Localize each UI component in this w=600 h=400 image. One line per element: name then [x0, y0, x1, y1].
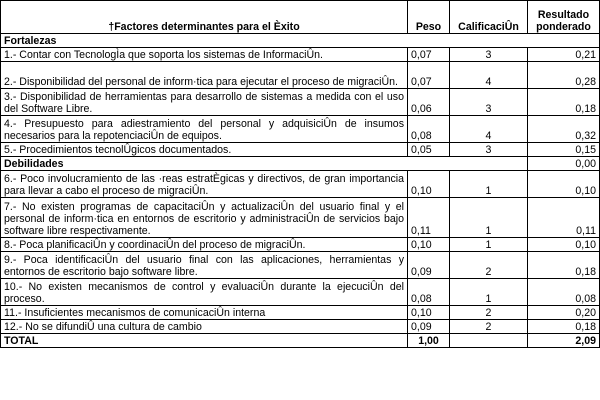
- resultado-cell: 0,11: [528, 198, 600, 238]
- peso-cell: 0,10: [408, 238, 450, 252]
- peso-cell: 0,10: [408, 306, 450, 320]
- calificacion-cell: 1: [450, 279, 528, 306]
- section-label-fortalezas: Fortalezas: [1, 34, 600, 48]
- resultado-cell: 0,18: [528, 252, 600, 279]
- resultado-cell: 0,28: [528, 62, 600, 89]
- calificacion-cell: 3: [450, 48, 528, 62]
- total-peso: 1,00: [408, 334, 450, 348]
- table-row: [1, 252, 600, 279]
- calificacion-cell: 2: [450, 320, 528, 334]
- calificacion-cell: 3: [450, 143, 528, 157]
- total-label: TOTAL: [1, 334, 408, 348]
- table-row: [1, 89, 600, 116]
- resultado-cell: 0,08: [528, 279, 600, 306]
- factor-text: 4.- Presupuesto para adiestramiento del personal y adquisiciÛn de insumos necesarios para la repotenciaciÛn de equipos.: [1, 116, 408, 143]
- resultado-cell: 0,18: [528, 89, 600, 116]
- factor-text: 10.- No existen mecanismos de control y evaluaciÛn durante la ejecuciÛn del proceso.: [1, 279, 408, 306]
- factor-text: 3.- Disponibilidad de herramientas para desarrollo de sistemas a medida con el uso del Software Libre.: [1, 89, 408, 116]
- resultado-cell: 0,21: [528, 48, 600, 62]
- table-row: [1, 143, 600, 157]
- calificacion-cell: 4: [450, 62, 528, 89]
- total-calificacion-empty: [450, 334, 528, 348]
- factor-text: 11.- Insuficientes mecanismos de comunicaciÛn interna: [1, 306, 408, 320]
- calificacion-cell: 4: [450, 116, 528, 143]
- section-label-debilidades: Debilidades: [1, 157, 528, 171]
- resultado-cell: 0,10: [528, 171, 600, 198]
- factor-text: 9.- Poca identificaciÛn del usuario final con las aplicaciones, herramientas y entornos de escritorio bajo software libre.: [1, 252, 408, 279]
- header-factor: †Factores determinantes para el Èxito: [1, 1, 408, 34]
- factor-text: 6.- Poco involucramiento de las ·reas estratÈgicas y directivos, de gran importancia para llevar a cabo el proceso de migraciÛn.: [1, 171, 408, 198]
- factor-text: 7.- No existen programas de capacitaciÛn y actualizaciÛn del usuario final y el personal de inform·tica en entornos de escritorio y administraciÛn de servicios bajo software libre respectivamente.: [1, 198, 408, 238]
- resultado-cell: 0,10: [528, 238, 600, 252]
- resultado-cell: 0,00: [528, 157, 600, 171]
- table-row: [1, 238, 600, 252]
- resultado-cell: 0,20: [528, 306, 600, 320]
- header-peso: Peso: [408, 1, 450, 34]
- total-row: [1, 334, 600, 348]
- factor-text: 12.- No se difundiÛ una cultura de cambio: [1, 320, 408, 334]
- table-row: [1, 198, 600, 238]
- table-row: [1, 279, 600, 306]
- header-row: [1, 1, 600, 34]
- peso-cell: 0,08: [408, 279, 450, 306]
- calificacion-cell: 1: [450, 198, 528, 238]
- table-row: [1, 62, 600, 89]
- factor-text: 8.- Poca planificaciÛn y coordinaciÛn del proceso de migraciÛn.: [1, 238, 408, 252]
- table-row: [1, 320, 600, 334]
- calificacion-cell: 2: [450, 306, 528, 320]
- peso-cell: 0,06: [408, 89, 450, 116]
- peso-cell: 0,10: [408, 171, 450, 198]
- factor-text: 5.- Procedimientos tecnolÛgicos documentados.: [1, 143, 408, 157]
- calificacion-cell: 2: [450, 252, 528, 279]
- peso-cell: 0,05: [408, 143, 450, 157]
- table-row: [1, 306, 600, 320]
- peso-cell: 0,09: [408, 320, 450, 334]
- calificacion-cell: 1: [450, 171, 528, 198]
- section-row-debilidades: [1, 157, 600, 171]
- total-resultado: 2,09: [528, 334, 600, 348]
- peso-cell: 0,07: [408, 62, 450, 89]
- header-calificacion: CalificaciÛn: [450, 1, 528, 34]
- resultado-cell: 0,18: [528, 320, 600, 334]
- calificacion-cell: 3: [450, 89, 528, 116]
- resultado-cell: 0,32: [528, 116, 600, 143]
- peso-cell: 0,09: [408, 252, 450, 279]
- table-row: [1, 171, 600, 198]
- resultado-cell: 0,15: [528, 143, 600, 157]
- header-resultado: Resultado ponderado: [528, 1, 600, 34]
- table-row: [1, 116, 600, 143]
- factor-text: 1.- Contar con TecnologÌa que soporta los sistemas de InformaciÛn.: [1, 48, 408, 62]
- peso-cell: 0,07: [408, 48, 450, 62]
- peso-cell: 0,11: [408, 198, 450, 238]
- calificacion-cell: 1: [450, 238, 528, 252]
- peso-cell: 0,08: [408, 116, 450, 143]
- table-row: [1, 48, 600, 62]
- factor-text: 2.- Disponibilidad del personal de inform·tica para ejecutar el proceso de migraciÛn.: [1, 62, 408, 89]
- section-row-fortalezas: [1, 34, 600, 48]
